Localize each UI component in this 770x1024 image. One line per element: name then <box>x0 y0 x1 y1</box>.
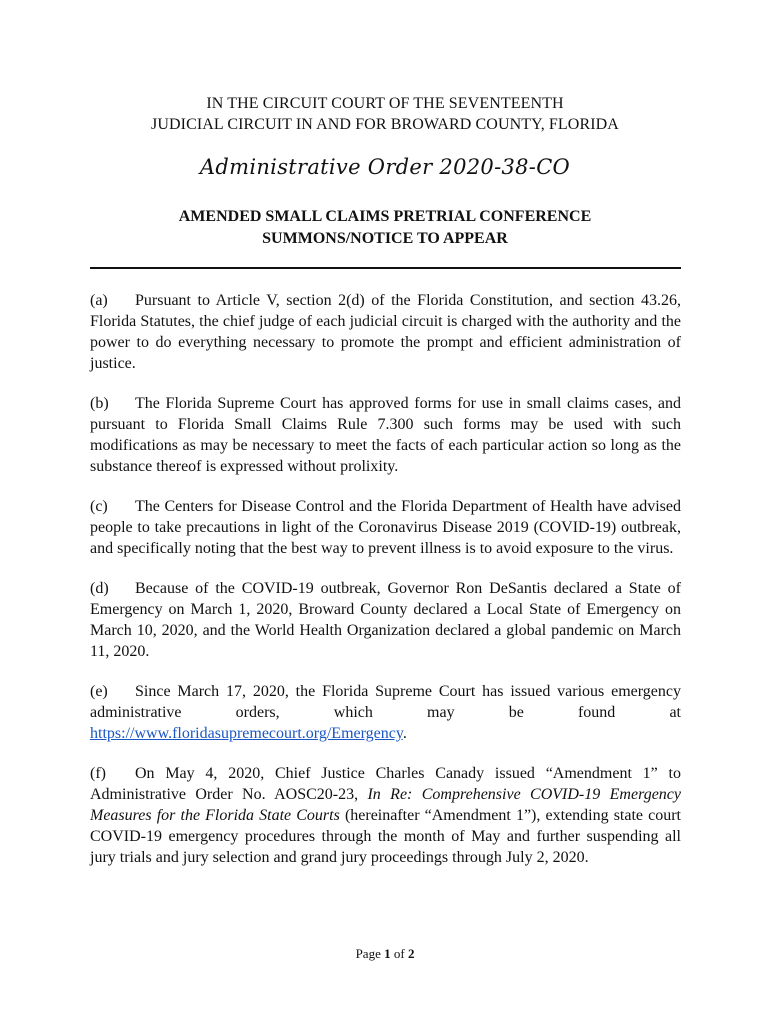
paragraph-label: (f) <box>90 765 106 782</box>
paragraph-text: The Centers for Disease Control and the Florida Department of Health have advised people to take precautions in light of the Coronavirus Disease 2019 (COVID-19) outbreak, and specifically noting that the best way to prevent illness is to avoid exposure to the virus. <box>90 498 681 557</box>
paragraph-label: (e) <box>90 683 108 700</box>
court-caption-line-1: IN THE CIRCUIT COURT OF THE SEVENTEENTH <box>206 95 564 112</box>
page-total: 2 <box>407 946 415 961</box>
paragraph-text: On May 4, 2020, Chief Justice Charles Canady issued “Amendment 1” to Administrative Order No. AOSC20-23, <box>90 765 681 803</box>
paragraph-a <box>90 290 681 374</box>
paragraph-c <box>90 496 681 559</box>
document-heading-line-2: SUMMONS/NOTICE TO APPEAR <box>262 230 508 247</box>
document-heading <box>0 206 770 250</box>
paragraph-text: Since March 17, 2020, the Florida Supreme Court has issued various emergency administrative orders, which may be found at <box>90 683 681 721</box>
paragraph-text: Pursuant to Article V, section 2(d) of the Florida Constitution, and section 43.26, Florida Statutes, the chief judge of each judicial circuit is charged with the authority and the power to do everything necessary to promote the prompt and efficient administration of justice. <box>90 292 681 372</box>
paragraph-e <box>90 681 681 744</box>
document-heading-line-1: AMENDED SMALL CLAIMS PRETRIAL CONFERENCE <box>178 208 592 225</box>
court-caption <box>0 93 770 135</box>
paragraph-label: (a) <box>90 292 108 309</box>
of-word: of <box>393 946 405 961</box>
paragraph-label: (c) <box>90 498 108 515</box>
court-caption-line-2: JUDICIAL CIRCUIT IN AND FOR BROWARD COUNTY, FLORIDA <box>151 116 619 133</box>
paragraph-text: The Florida Supreme Court has approved forms for use in small claims cases, and pursuant to Florida Small Claims Rule 7.300 such forms may be used with such modifications as may be necessary to meet the facts of each particular action so long as the substance thereof is expressed without prolixity. <box>90 395 681 475</box>
page-footer <box>0 946 770 962</box>
paragraph-label: (b) <box>90 395 109 412</box>
page-current: 1 <box>384 946 391 961</box>
paragraph-f <box>90 763 681 868</box>
page-word: Page <box>355 946 381 961</box>
paragraph-text-continued: (hereinafter “Amendment 1”), extending state court COVID-19 emergency procedures through the month of May and further suspending all jury trials and jury selection and grand jury proceedings through July 2, 2020. <box>90 807 681 866</box>
paragraph-label: (d) <box>90 580 109 597</box>
paragraph-d <box>90 578 681 662</box>
case-title: In Re: Comprehensive COVID-19 Emergency Measures for the Florida State Courts <box>90 786 681 824</box>
paragraph-text: Because of the COVID-19 outbreak, Governor Ron DeSantis declared a State of Emergency on March 1, 2020, Broward County declared a Local State of Emergency on March 10, 2020, and the World Health Organization declared a global pandemic on March 11, 2020. <box>90 580 681 660</box>
paragraph-end: . <box>402 725 407 742</box>
order-title: Administrative Order 2020-38-CO <box>199 155 571 179</box>
supreme-court-emergency-link[interactable]: https://www.floridasupremecourt.org/Emergency <box>90 725 403 742</box>
paragraph-b <box>90 393 681 477</box>
heading-divider <box>90 267 681 269</box>
document-body <box>90 290 681 887</box>
